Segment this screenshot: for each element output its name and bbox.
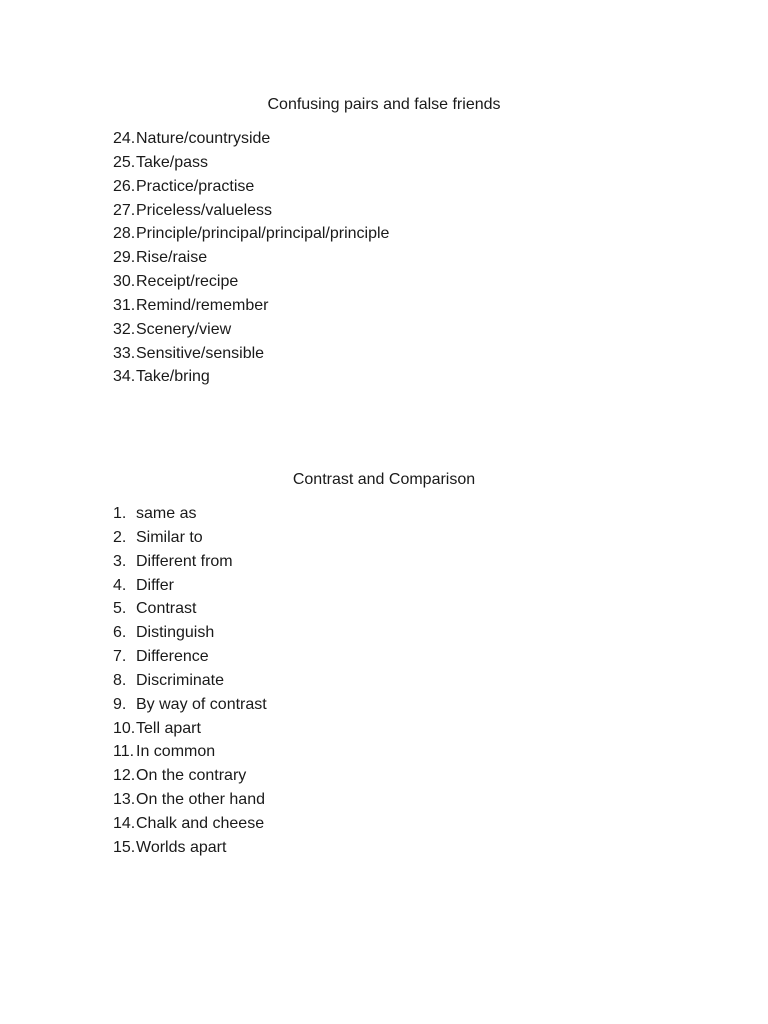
item-text: Distinguish [136, 624, 215, 642]
item-number: 30. [113, 273, 136, 291]
item-number: 11. [113, 743, 135, 761]
section-title-contrast-comparison: Contrast and Comparison [292, 471, 476, 488]
item-number: 34. [113, 368, 136, 386]
item-text: Difference [136, 648, 209, 666]
item-number: 3. [113, 552, 127, 570]
item-number: 12. [113, 767, 136, 785]
list-item [113, 838, 227, 862]
item-text: By way of contrast [136, 695, 267, 713]
item-number: 10. [113, 719, 136, 737]
list-item [113, 766, 247, 790]
item-number: 7. [113, 648, 127, 666]
item-text: In common [136, 743, 216, 761]
list-item [113, 224, 390, 248]
item-text: On the other hand [136, 791, 265, 809]
item-number: 32. [113, 320, 136, 338]
item-number: 26. [113, 177, 136, 195]
item-text: Rise/raise [136, 249, 208, 267]
list-item [113, 695, 267, 719]
section-title-confusing-pairs: Confusing pairs and false friends [267, 96, 501, 113]
item-text: Tell apart [136, 719, 201, 737]
item-number: 25. [113, 153, 136, 171]
item-text: Principle/principal/principal/principle [136, 225, 390, 243]
item-number: 29. [113, 249, 136, 267]
item-text: Discriminate [136, 671, 225, 689]
item-text: same as [136, 505, 197, 522]
item-text: Similar to [136, 528, 203, 546]
item-text: Contrast [136, 600, 197, 618]
item-number: 2. [113, 528, 127, 546]
item-text: Worlds apart [136, 838, 227, 856]
contrast-comparison-list [113, 504, 267, 862]
confusing-pairs-list [113, 129, 390, 391]
item-number: 8. [113, 671, 127, 689]
list-item [113, 344, 265, 368]
item-number: 6. [113, 624, 127, 642]
list-item [113, 552, 233, 576]
list-item [113, 177, 255, 201]
list-item [113, 320, 232, 344]
list-item [113, 367, 210, 391]
item-number: 14. [113, 814, 136, 832]
list-item [113, 129, 271, 153]
item-text: Chalk and cheese [136, 814, 265, 832]
item-text: Sensitive/sensible [136, 344, 265, 362]
list-item [113, 248, 208, 272]
list-item [113, 623, 215, 647]
list-item [113, 153, 209, 177]
item-number: 1. [113, 505, 127, 522]
item-text: On the contrary [136, 767, 247, 785]
list-item [113, 528, 203, 552]
item-text: Receipt/recipe [136, 273, 239, 291]
list-item [113, 296, 269, 320]
list-item [113, 719, 201, 743]
item-text: Take/pass [136, 153, 209, 171]
list-item [113, 742, 216, 766]
item-number: 33. [113, 344, 136, 362]
list-item [113, 504, 197, 528]
item-number: 31. [113, 296, 136, 314]
item-text: Practice/practise [136, 177, 255, 195]
item-text: Remind/remember [136, 296, 269, 314]
item-text: Priceless/valueless [136, 201, 273, 219]
item-number: 4. [113, 576, 127, 594]
list-item [113, 576, 174, 600]
item-number: 5. [113, 600, 127, 618]
list-item [113, 790, 265, 814]
list-item [113, 671, 225, 695]
list-item [113, 599, 197, 623]
item-text: Take/bring [136, 368, 210, 386]
item-number: 15. [113, 838, 136, 856]
item-text: Different from [136, 552, 233, 570]
list-item [113, 272, 239, 296]
item-text: Nature/countryside [136, 130, 271, 147]
item-number: 13. [113, 791, 136, 809]
item-number: 24. [113, 130, 136, 147]
item-number: 27. [113, 201, 136, 219]
list-item [113, 814, 265, 838]
item-number: 9. [113, 695, 127, 713]
item-text: Differ [136, 576, 174, 594]
list-item [113, 647, 209, 671]
item-number: 28. [113, 225, 136, 243]
list-item [113, 201, 273, 225]
item-text: Scenery/view [136, 320, 232, 338]
